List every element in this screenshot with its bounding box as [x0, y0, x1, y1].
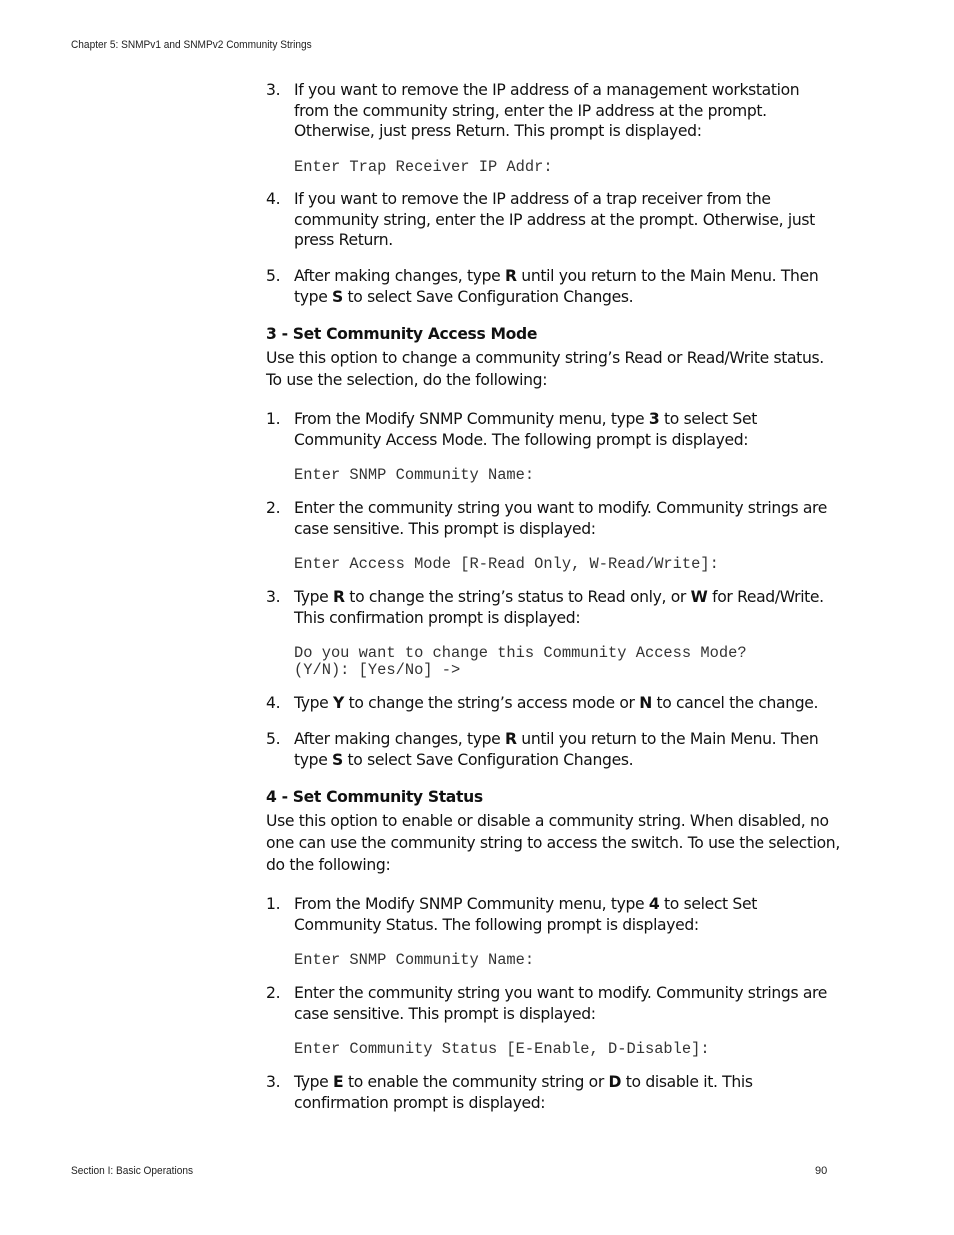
code-prompt: Enter Community Status [E-Enable, D-Disable]:	[294, 1040, 710, 1058]
code-prompt: Enter Trap Receiver IP Addr:	[294, 158, 553, 176]
section-heading: 3 - Set Community Access Mode	[266, 325, 538, 343]
code-prompt: Enter SNMP Community Name:	[294, 951, 535, 969]
code-prompt: Enter Access Mode [R-Read Only, W-Read/Write]:	[294, 555, 719, 573]
code-prompt: Do you want to change this Community Access Mode? (Y/N): [Yes/No] ->	[294, 644, 747, 679]
running-header: Chapter 5: SNMPv1 and SNMPv2 Community Strings	[71, 39, 312, 51]
section-intro: Use this option to change a community string’s Read or Read/Write status. To use the selection, do the following:	[266, 349, 824, 389]
code-prompt: Enter SNMP Community Name:	[294, 466, 535, 484]
page-number: 90	[815, 1165, 828, 1177]
section-heading: 4 - Set Community Status	[266, 788, 483, 806]
running-footer-section: Section I: Basic Operations	[71, 1165, 194, 1177]
section-intro: Use this option to enable or disable a community string. When disabled, no one can use the community string to access the switch. To use the selection, do the following:	[266, 812, 840, 874]
